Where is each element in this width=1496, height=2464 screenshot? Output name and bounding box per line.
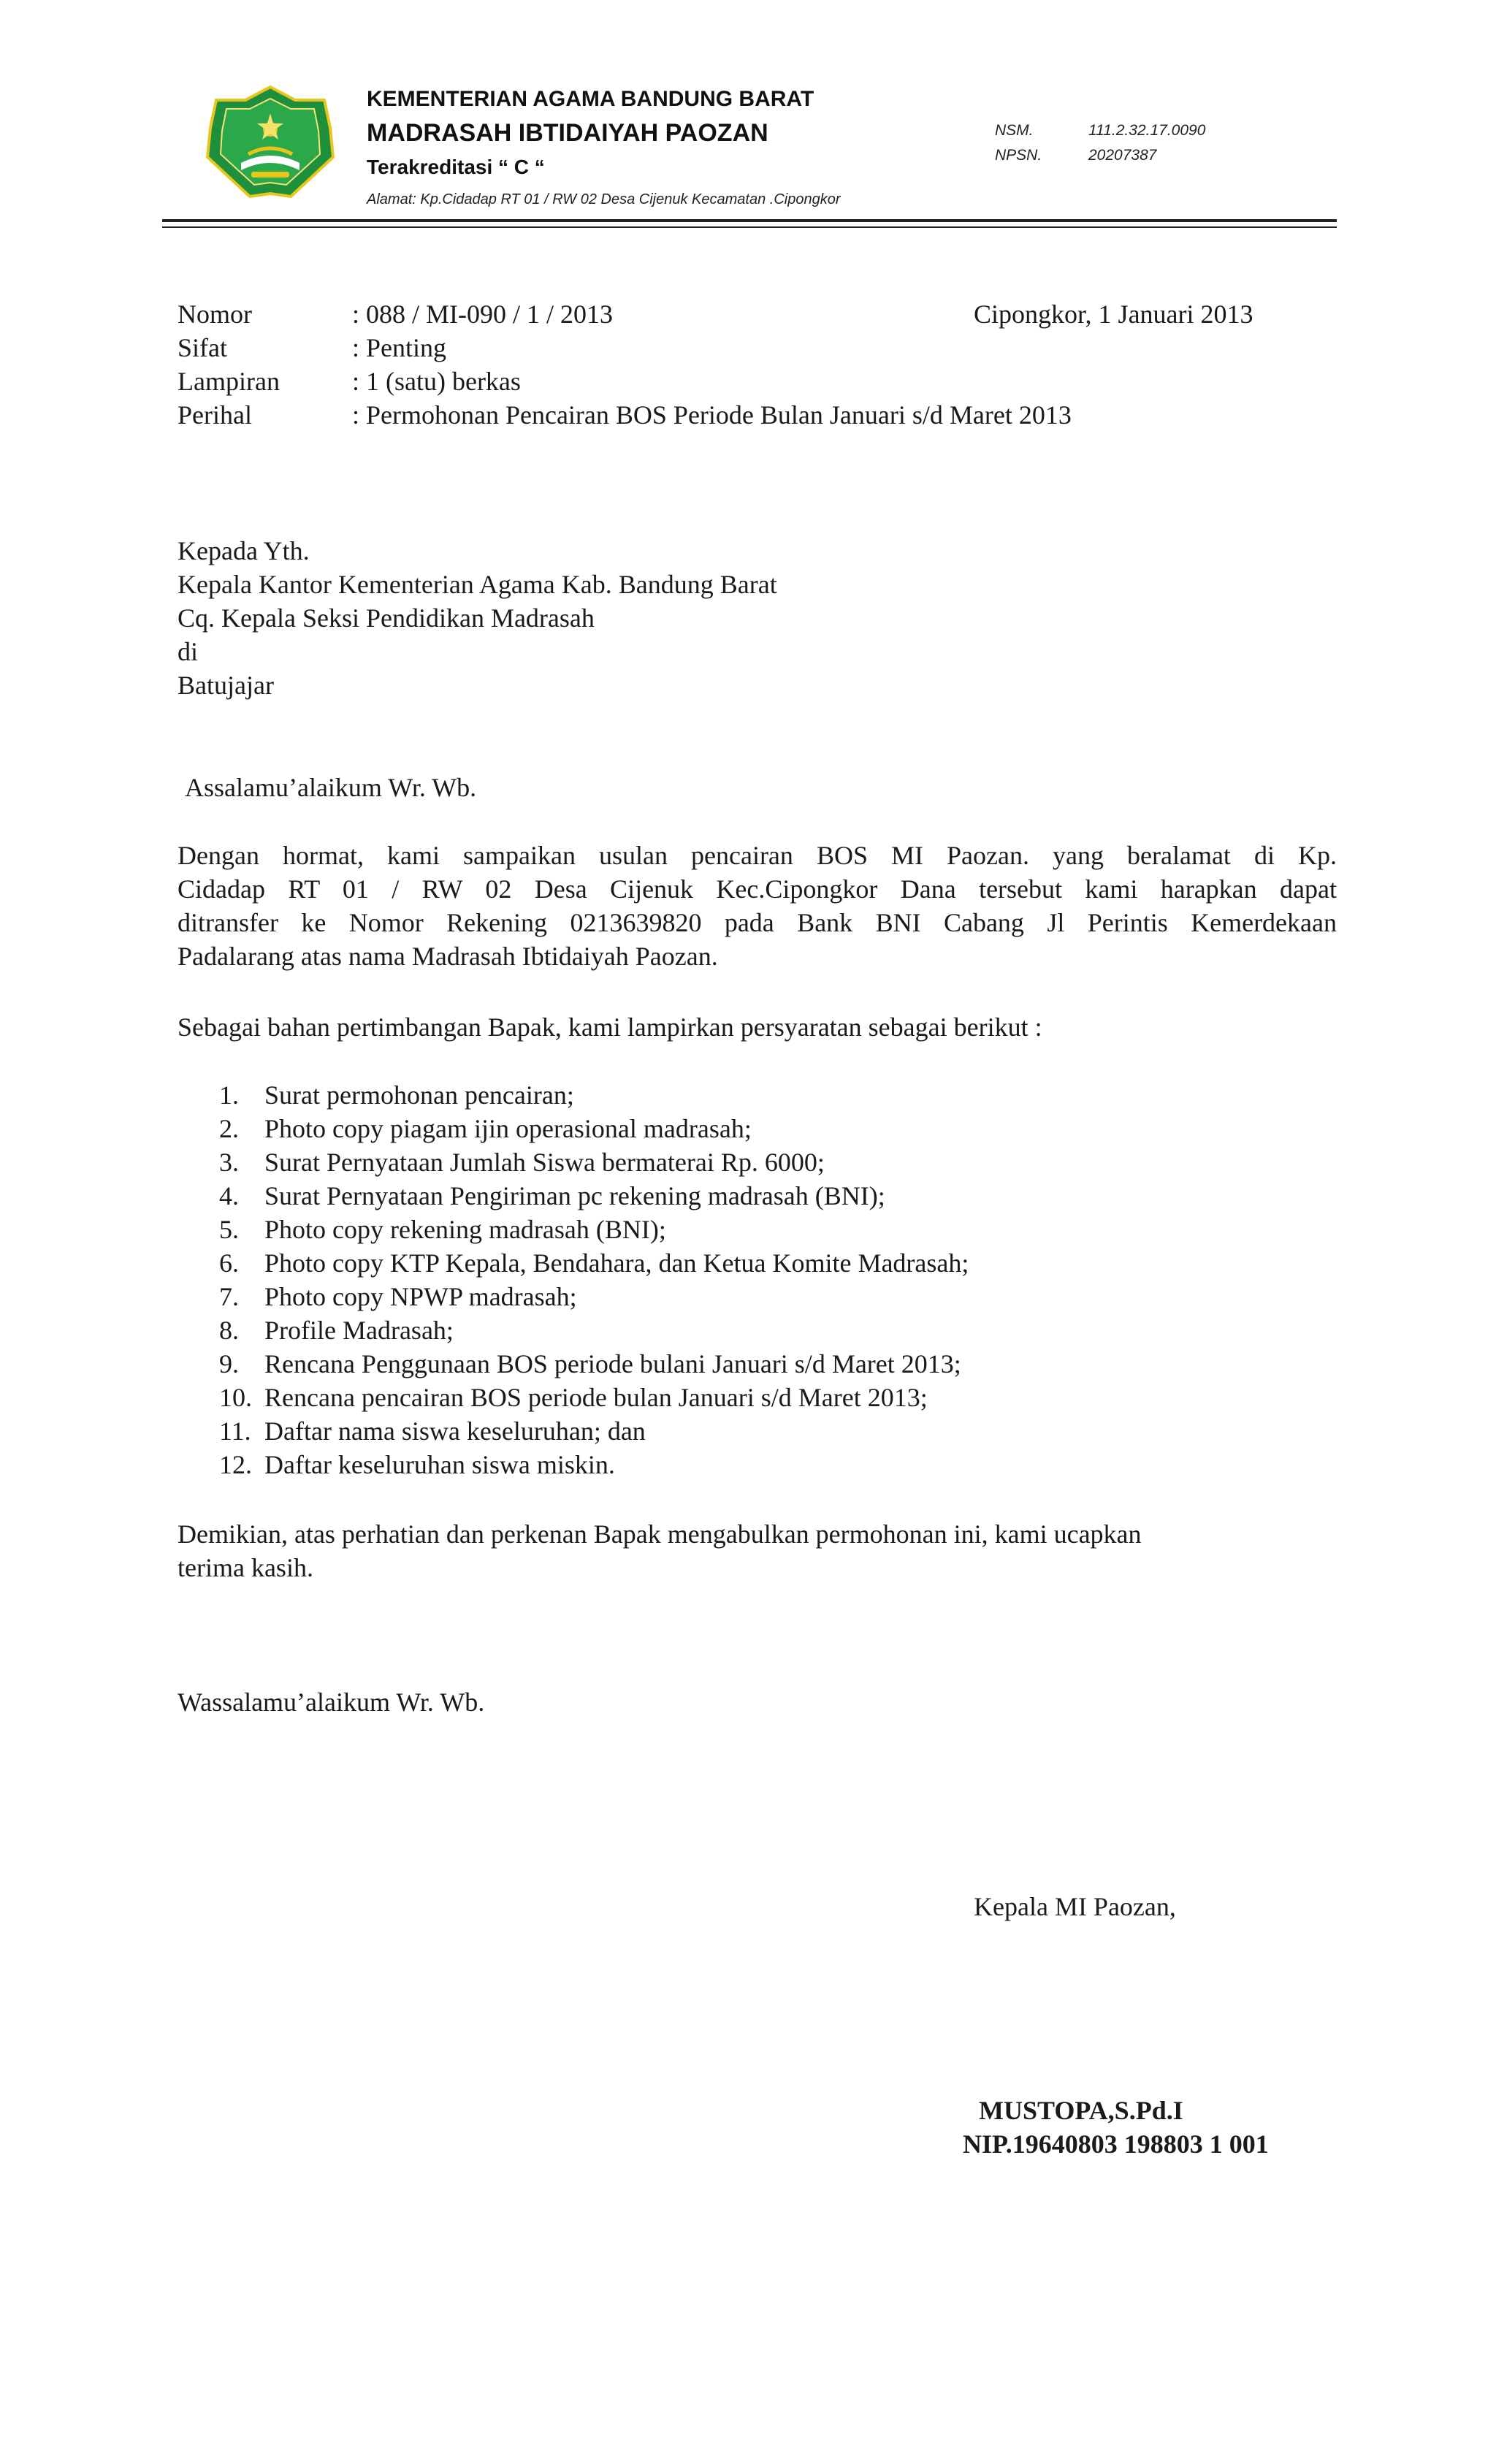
closing-line-2: terima kasih. <box>178 1553 313 1582</box>
recipient-line-5: Batujajar <box>178 671 274 700</box>
letterhead-divider-thin <box>162 226 1337 228</box>
signature-title: Kepala MI Paozan, <box>974 1892 1176 1921</box>
list-item: 7. Photo copy NPWP madrasah; <box>219 1282 577 1311</box>
recipient-line-1: Kepada Yth. <box>178 536 310 565</box>
farewell: Wassalamu’alaikum Wr. Wb. <box>178 1687 485 1717</box>
recipient-line-3: Cq. Kepala Seksi Pendidikan Madrasah <box>178 603 595 633</box>
perihal-label: Perihal <box>178 400 252 430</box>
npsn-value: 20207387 <box>1088 147 1157 164</box>
ministry-name: KEMENTERIAN AGAMA BANDUNG BARAT <box>367 87 814 111</box>
list-item: 4. Surat Pernyataan Pengiriman pc rekening madrasah (BNI); <box>219 1181 885 1210</box>
signatory-nip: NIP.19640803 198803 1 001 <box>963 2129 1269 2159</box>
place-date: Cipongkor, 1 Januari 2013 <box>974 300 1253 329</box>
requirements-list <box>219 1078 969 1481</box>
opening-paragraph <box>178 839 1337 973</box>
list-item: 9. Rencana Penggunaan BOS periode bulani Januari s/d Maret 2013; <box>219 1349 961 1378</box>
nomor-label: Nomor <box>178 300 252 329</box>
recipient-line-4: di <box>178 637 199 666</box>
opening-paragraph-line-1: Dengan hormat, kami sampaikan usulan pencairan BOS MI Paozan. yang beralamat di Kp. <box>178 841 1337 870</box>
requirements-intro: Sebagai bahan pertimbangan Bapak, kami lampirkan persyaratan sebagai berikut : <box>178 1012 1042 1042</box>
signatory-name: MUSTOPA,S.Pd.I <box>979 2096 1183 2125</box>
list-item: 1. Surat permohonan pencairan; <box>219 1080 574 1110</box>
nomor-value: : 088 / MI-090 / 1 / 2013 <box>352 300 613 329</box>
list-item: 12. Daftar keseluruhan siswa miskin. <box>219 1450 615 1479</box>
sifat-label: Sifat <box>178 333 227 362</box>
recipient-line-2: Kepala Kantor Kementerian Agama Kab. Bandung Barat <box>178 570 777 599</box>
lampiran-label: Lampiran <box>178 367 280 396</box>
closing-line-1: Demikian, atas perhatian dan perkenan Bapak mengabulkan permohonan ini, kami ucapkan <box>178 1519 1142 1549</box>
list-item: 8. Profile Madrasah; <box>219 1316 454 1345</box>
opening-paragraph-line-2: Cidadap RT 01 / RW 02 Desa Cijenuk Kec.Cipongkor Dana tersebut kami harapkan dapat <box>178 874 1337 904</box>
perihal-value: : Permohonan Pencairan BOS Periode Bulan Januari s/d Maret 2013 <box>352 400 1072 430</box>
accreditation: Terakreditasi “ C “ <box>367 156 545 178</box>
nsm-label: NSM. <box>995 122 1034 139</box>
list-item: 2. Photo copy piagam ijin operasional madrasah; <box>219 1114 752 1143</box>
greeting: Assalamu’alaikum Wr. Wb. <box>185 773 477 802</box>
list-item: 3. Surat Pernyataan Jumlah Siswa bermaterai Rp. 6000; <box>219 1148 825 1177</box>
school-name: MADRASAH IBTIDAIYAH PAOZAN <box>367 119 768 147</box>
opening-paragraph-line-4: Padalarang atas nama Madrasah Ibtidaiyah Paozan. <box>178 942 718 971</box>
nsm-value: 111.2.32.17.0090 <box>1088 122 1206 139</box>
list-item: 6. Photo copy KTP Kepala, Bendahara, dan Ketua Komite Madrasah; <box>219 1248 969 1278</box>
list-item: 5. Photo copy rekening madrasah (BNI); <box>219 1215 666 1244</box>
list-item: 10. Rencana pencairan BOS periode bulan Januari s/d Maret 2013; <box>219 1383 928 1412</box>
school-address: Alamat: Kp.Cidadap RT 01 / RW 02 Desa Cijenuk Kecamatan .Cipongkor <box>367 191 841 207</box>
letterhead-divider-thick <box>162 219 1337 222</box>
sifat-value: : Penting <box>352 333 447 362</box>
lampiran-value: : 1 (satu) berkas <box>352 367 521 396</box>
npsn-label: NPSN. <box>995 147 1042 164</box>
ministry-of-religion-emblem-icon <box>205 84 336 201</box>
opening-paragraph-line-3: ditransfer ke Nomor Rekening 0213639820 pada Bank BNI Cabang Jl Perintis Kemerdekaan <box>178 908 1337 937</box>
list-item: 11. Daftar nama siswa keseluruhan; dan <box>219 1416 646 1446</box>
